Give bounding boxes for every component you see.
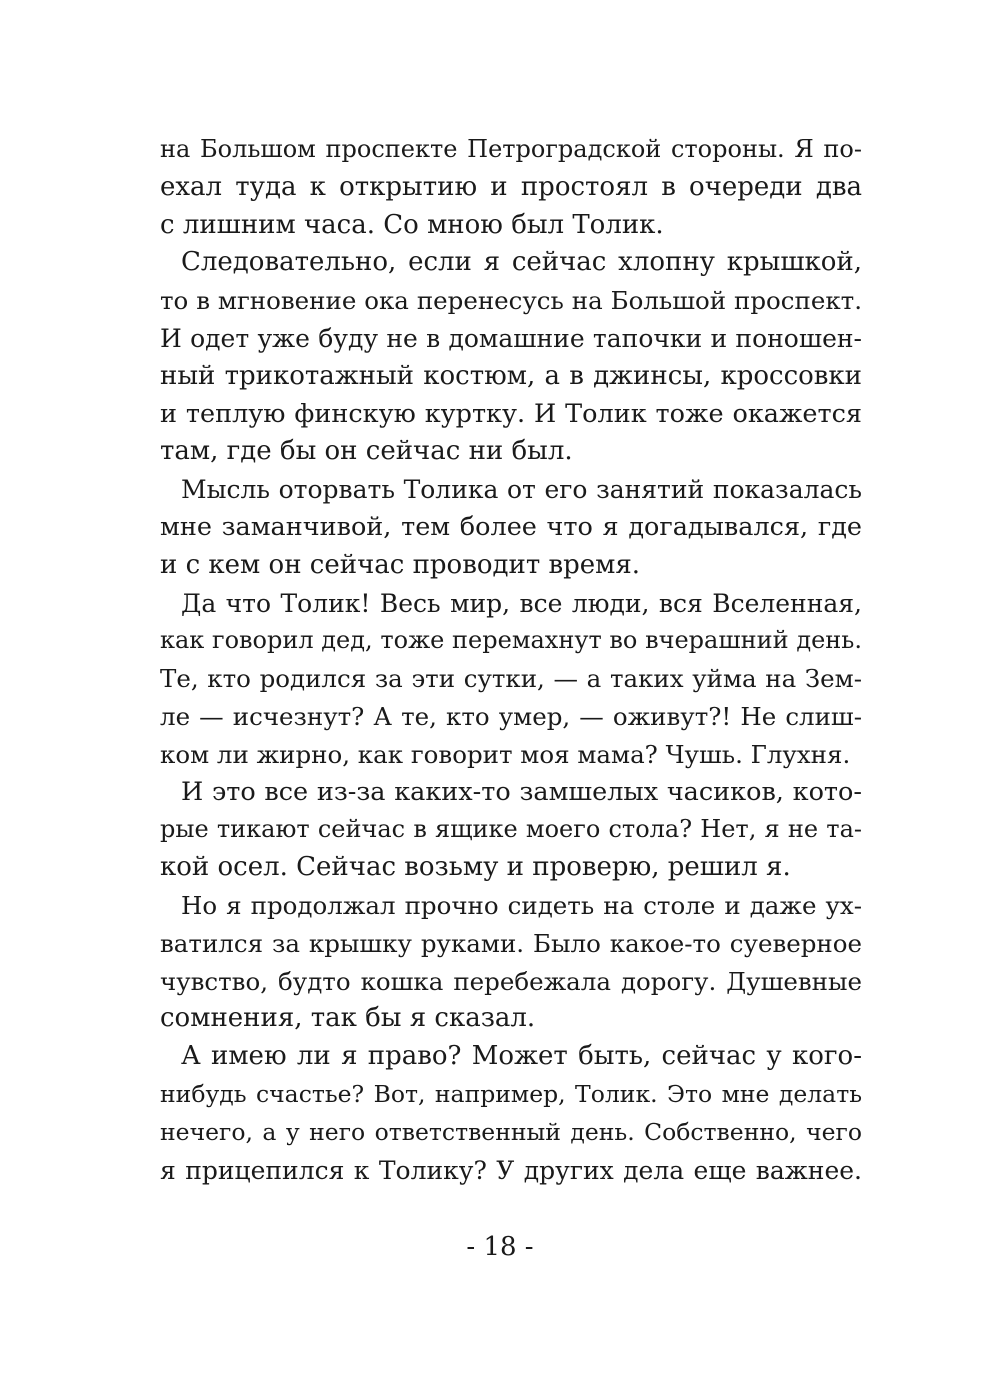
text-line: мне заманчивой, тем более что я догадывался, где: [160, 511, 862, 542]
paragraph-first-line: Но я продолжал прочно сидеть на столе и даже ух-: [181, 890, 862, 920]
paragraph-first-line: Мысль оторвать Толика от его занятий показалась: [181, 475, 862, 505]
text-line: и теплую финскую куртку. И Толик тоже окажется: [160, 398, 862, 429]
text-line: рые тикают сейчас в ящике моего стола? Нет, я не та-: [160, 815, 862, 844]
text-line: там, где бы он сейчас ни был.: [160, 436, 573, 467]
text-line: ный трикотажный костюм, а в джинсы, кроссовки: [160, 360, 862, 391]
text-line: с лишним часа. Со мною был Толик.: [160, 209, 664, 240]
text-line: как говорил дед, тоже перемахнут во вчерашний день.: [160, 626, 862, 655]
paragraph-first-line: Следовательно, если я сейчас хлопну крышкой,: [181, 247, 862, 278]
text-line: чувство, будто кошка перебежала дорогу. Душевные: [160, 966, 862, 996]
paragraph-first-line: А имею ли я право? Может быть, сейчас у кого-: [181, 1041, 862, 1072]
text-line: ком ли жирно, как говорит моя мама? Чушь. Глухня.: [160, 739, 851, 769]
text-line: нибудь счастье? Вот, например, Толик. Это мне делать: [160, 1079, 862, 1108]
text-line: сомнения, так бы я сказал.: [160, 1003, 536, 1034]
text-line: кой осел. Сейчас возьму и проверю, решил я.: [160, 852, 791, 883]
paragraph-first-line: Да что Толик! Весь мир, все люди, вся Вселенная,: [181, 588, 862, 618]
text-line: на Большом проспекте Петроградской стороны. Я по-: [160, 135, 862, 163]
body-text: [160, 131, 862, 1189]
text-line: и с кем он сейчас проводит время.: [160, 549, 641, 580]
text-line: ле — исчезнут? А те, кто умер, — оживут?! Не слиш-: [160, 701, 862, 731]
text-line: ватился за крышку руками. Было какое-то суеверное: [160, 928, 862, 958]
text-line: И одет уже буду не в домашние тапочки и поношен-: [160, 323, 862, 353]
text-line: я прицепился к Толику? У других дела еще важнее.: [160, 1155, 862, 1185]
text-line: нечего, а у него ответственный день. Собственно, чего: [160, 1117, 862, 1146]
text-line: то в мгновение ока перенесусь на Большой проспект.: [160, 286, 862, 316]
paragraph-first-line: И это все из-за каких-то замшелых часиков, кото-: [181, 776, 862, 807]
text-line: ехал туда к открытию и простоял в очереди два: [160, 171, 862, 202]
page-number: - 18 -: [466, 1232, 534, 1262]
text-line: Те, кто родился за эти сутки, — а таких уйма на Зем-: [160, 664, 862, 694]
